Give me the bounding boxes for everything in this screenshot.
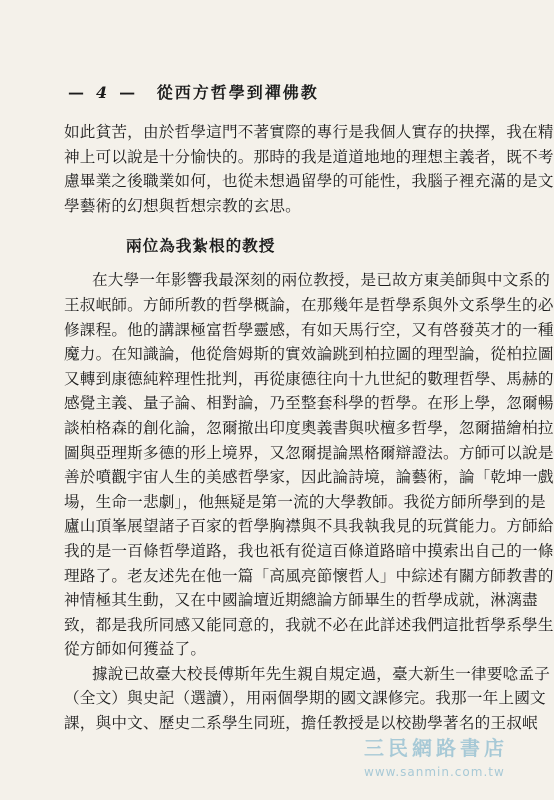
book-title: 從西方哲學到禪佛教 — [156, 83, 319, 102]
text-line: 學藝術的幻想與哲想宗教的玄思。 — [64, 196, 301, 215]
text-line: 修課程。他的講課極富哲學靈感，有如天馬行空，又有啓發英才的一種 — [64, 320, 554, 339]
text-line: 在大學一年影響我最深刻的兩位教授，是已故方東美師與中文系的 — [92, 271, 551, 290]
text-line: 場，生命一悲劇」，他無疑是第一流的大學教師。我從方師所學到的是 — [64, 492, 546, 511]
running-head — [68, 80, 319, 103]
text-line: 神情極其生動，又在中國論壇近期總論方師畢生的哲學成就，淋漓盡 — [64, 591, 538, 610]
store-watermark — [364, 732, 514, 794]
text-line: 魔力。在知識論，他從詹姆斯的實效論跳到柏拉圖的理型論，從柏拉圖 — [64, 345, 554, 364]
text-line: 感覺主義、量子論、相對論，乃至整套科學的哲學。在形上學，忽爾暢 — [64, 394, 554, 413]
running-head-right-rule: — — [119, 83, 138, 102]
watermark-url: www.sanmin.com.tw — [364, 765, 505, 779]
text-line: 談柏格森的創化論，忽爾撤出印度奧義書與吠檀多哲學，忽爾描繪柏拉 — [64, 418, 554, 437]
text-line: 我的是一百條哲學道路，我也祇有從這百條道路暗中摸索出自己的一條 — [64, 541, 554, 560]
text-line: 廬山頂峯展望諸子百家的哲學胸襟與不具我執我見的玩賞能力。方師給 — [64, 517, 554, 536]
text-line: 王叔岷師。方師所教的哲學概論，在那幾年是哲學系與外文系學生的必 — [64, 295, 554, 314]
page-number: 4 — [96, 83, 110, 102]
text-line: 善於噴觀宇宙人生的美感哲學家，因此論詩境，論藝術，論「乾坤一戲 — [64, 468, 554, 487]
watermark-text: 三民網路書店 — [364, 736, 508, 760]
section-heading: 兩位為我紮根的教授 — [126, 236, 276, 256]
text-line: 據說已故臺大校長傅斯年先生親自規定過，臺大新生一律要唸孟子 — [92, 664, 551, 683]
text-line: 圖與亞理斯多德的形上境界，又忽爾提論黑格爾辯證法。方師可以說是 — [64, 443, 554, 462]
text-line: 神上可以說是十分愉快的。那時的我是道道地地的理想主義者，既不考 — [64, 147, 554, 166]
text-line: 課，與中文、歷史二系學生同班，擔任教授是以校勘學著名的王叔岷 — [64, 714, 538, 733]
running-head-left-rule: — — [68, 83, 86, 102]
text-line: 如此貧苦，由於哲學這門不著實際的專行是我個人實存的抉擇，我在精 — [64, 123, 554, 141]
body-text — [64, 120, 554, 736]
text-line: （全文）與史記（選讀），用兩個學期的國文課修完。我那一年上國文 — [64, 689, 546, 708]
text-line: 致，都是我所同感又能同意的，我就不必在此詳述我們這批哲學系學生 — [64, 615, 554, 634]
text-line: 慮畢業之後職業如何，也從未想過留學的可能性，我腦子裡充滿的是文 — [64, 172, 554, 191]
text-line: 理路了。老友述先在他一篇「高風亮節懷哲人」中綜述有關方師教書的 — [64, 566, 554, 585]
text-line: 又轉到康德純粹理性批判，再從康德往向十九世紀的數理哲學、馬赫的 — [64, 369, 554, 388]
text-line: 從方師如何獲益了。 — [64, 640, 207, 659]
